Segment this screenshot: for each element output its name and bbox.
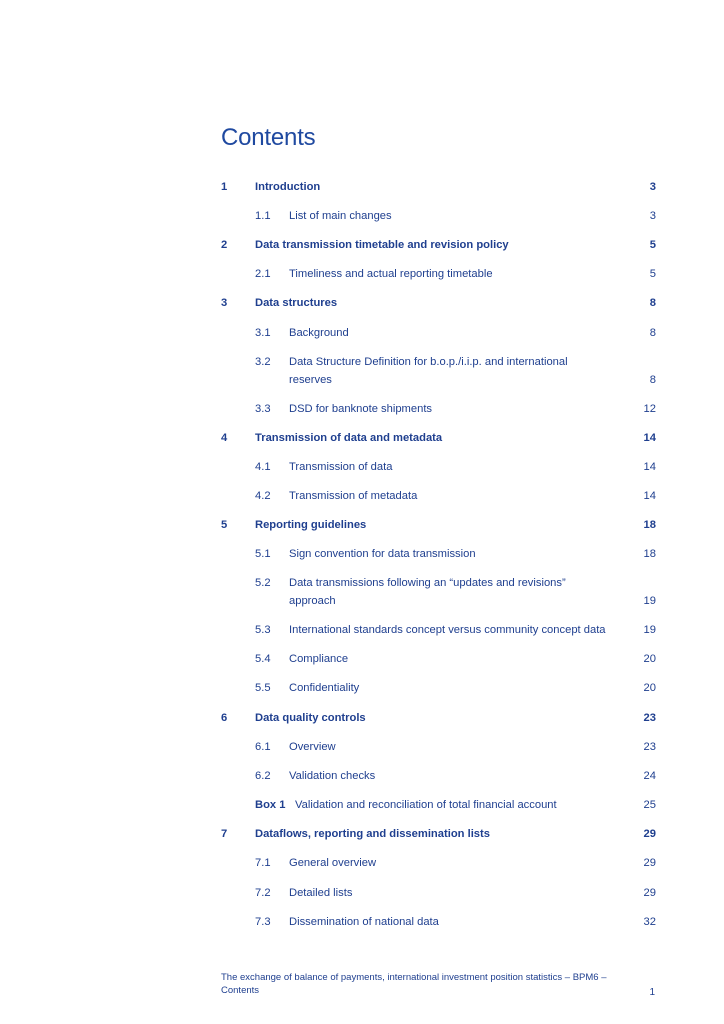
footer-section-name: Contents xyxy=(221,984,260,996)
toc-number: 3.3 xyxy=(255,403,271,415)
toc-page: 20 xyxy=(643,682,656,694)
toc-number: 5.3 xyxy=(255,624,271,636)
toc-label: Compliance xyxy=(289,653,349,665)
toc-label: Transmission of metadata xyxy=(289,490,418,502)
toc-label: Data transmission timetable and revision policy xyxy=(255,239,509,251)
page-title: Contents xyxy=(221,124,316,151)
toc-number: 2.1 xyxy=(255,268,271,280)
toc-label: Data quality controls xyxy=(255,712,366,724)
toc-number: 1 xyxy=(221,181,228,193)
toc-label: Transmission of data and metadata xyxy=(255,432,443,444)
toc-label: International standards concept versus community concept data xyxy=(289,624,606,636)
toc-page: 8 xyxy=(649,327,656,339)
toc-number: 7.2 xyxy=(255,887,271,899)
toc-box-number: Box 1 xyxy=(255,799,286,811)
toc-label: Transmission of data xyxy=(289,461,393,473)
toc-label: Introduction xyxy=(255,181,321,193)
toc-number: 5.4 xyxy=(255,653,271,665)
page-footer xyxy=(221,972,621,997)
toc-label: List of main changes xyxy=(289,210,392,222)
toc-page: 8 xyxy=(649,374,656,386)
toc-number: 2 xyxy=(221,239,228,251)
toc-label: Validation checks xyxy=(289,770,376,782)
toc-label: reserves xyxy=(289,374,332,386)
toc-page: 29 xyxy=(643,887,656,899)
toc-page: 20 xyxy=(643,653,656,665)
toc-number: 5.1 xyxy=(255,548,271,560)
toc-label: Reporting guidelines xyxy=(255,519,367,531)
toc-number: 3.1 xyxy=(255,327,271,339)
toc-page: 18 xyxy=(643,548,656,560)
toc-label: Data transmissions following an “updates and revisions” xyxy=(289,577,566,589)
toc-page: 19 xyxy=(643,595,656,607)
toc-page: 32 xyxy=(643,916,656,928)
toc-label: approach xyxy=(289,595,336,607)
toc-label: Data Structure Definition for b.o.p./i.i.p. and international xyxy=(289,356,568,368)
toc-label: General overview xyxy=(289,857,377,869)
toc-number: 4.2 xyxy=(255,490,271,502)
toc-page: 3 xyxy=(649,181,656,193)
toc-number: 5.5 xyxy=(255,682,271,694)
toc-number: 5 xyxy=(221,519,228,531)
toc-number: 5.2 xyxy=(255,577,271,589)
toc-page: 3 xyxy=(649,210,656,222)
toc-page: 18 xyxy=(643,519,656,531)
toc-label: Background xyxy=(289,327,349,339)
toc-page: 25 xyxy=(643,799,656,811)
toc-label: Overview xyxy=(289,741,336,753)
toc-label: Data structures xyxy=(255,297,338,309)
toc-page: 14 xyxy=(643,490,656,502)
toc-label: DSD for banknote shipments xyxy=(289,403,433,415)
toc-label: Validation and reconciliation of total financial account xyxy=(295,799,557,811)
toc-label: Detailed lists xyxy=(289,887,353,899)
toc-number: 6.2 xyxy=(255,770,271,782)
toc-page: 5 xyxy=(649,268,656,280)
footer-page-number: 1 xyxy=(649,987,655,998)
toc-label: Sign convention for data transmission xyxy=(289,548,476,560)
toc-label: Confidentiality xyxy=(289,682,360,694)
toc-number: 6 xyxy=(221,712,228,724)
toc-number: 1.1 xyxy=(255,210,271,222)
toc-page: 5 xyxy=(649,239,656,251)
toc-page: 29 xyxy=(643,857,656,869)
toc-number: 3 xyxy=(221,297,228,309)
toc-number: 7.3 xyxy=(255,916,271,928)
toc-label: Dataflows, reporting and dissemination lists xyxy=(255,828,490,840)
toc-page: 24 xyxy=(643,770,656,782)
toc-number: 7.1 xyxy=(255,857,271,869)
footer-document-title: The exchange of balance of payments, international investment position statistics – BPM6 – xyxy=(221,972,607,983)
toc-page: 8 xyxy=(649,297,656,309)
toc-page: 12 xyxy=(643,403,656,415)
toc-number: 7 xyxy=(221,828,228,840)
toc-page: 14 xyxy=(643,461,656,473)
toc-label: Dissemination of national data xyxy=(289,916,439,928)
toc-number: 4.1 xyxy=(255,461,271,473)
toc-page: 23 xyxy=(643,712,656,724)
toc-number: 3.2 xyxy=(255,356,271,368)
toc-page: 29 xyxy=(643,828,656,840)
toc-page: 14 xyxy=(643,432,656,444)
toc-number: 6.1 xyxy=(255,741,271,753)
toc-page: 23 xyxy=(643,741,656,753)
toc-label: Timeliness and actual reporting timetable xyxy=(289,268,493,280)
toc-page: 19 xyxy=(643,624,656,636)
toc-number: 4 xyxy=(221,432,228,444)
